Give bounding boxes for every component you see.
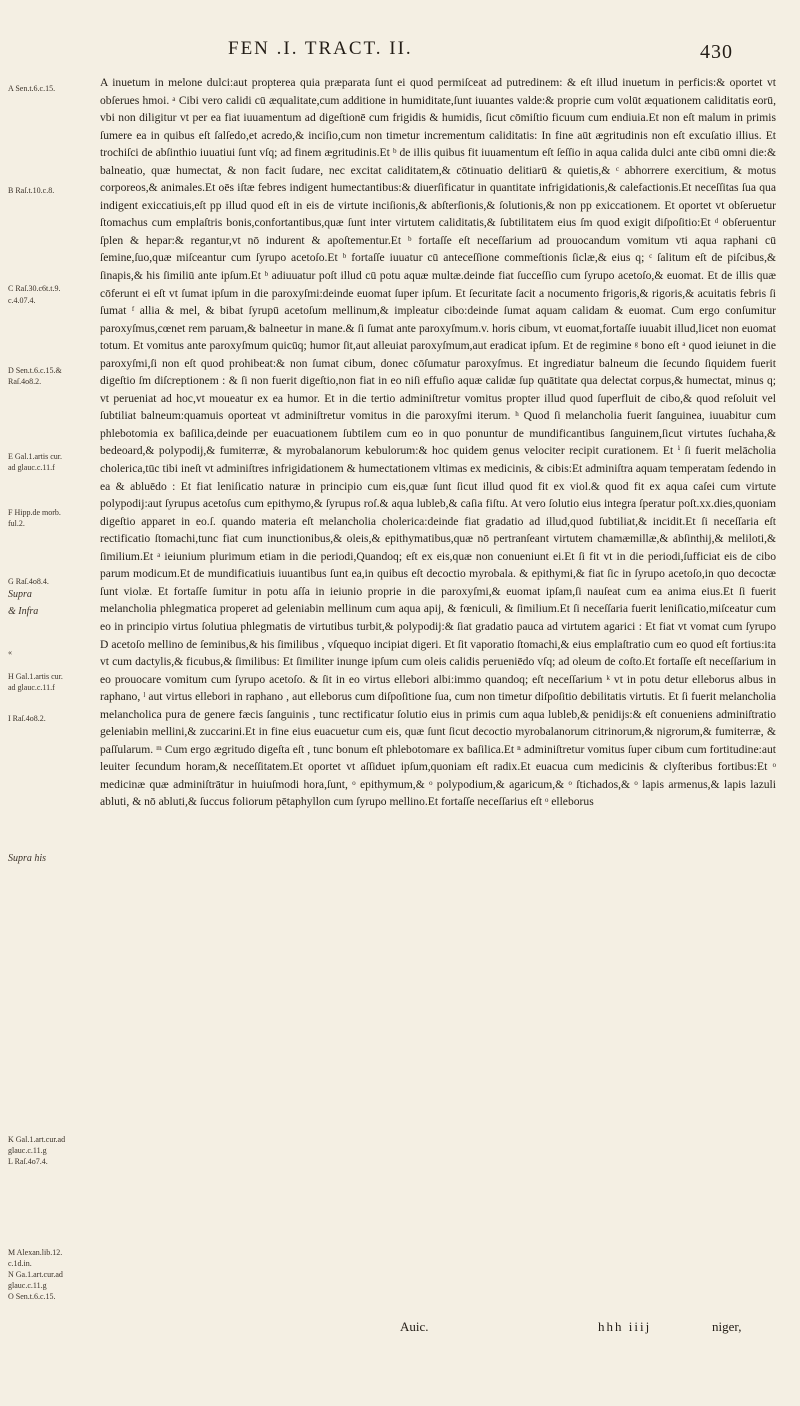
body-paragraph: A inuetum in melone dulci:aut propterea quia præparata ſunt ei quod permiſceat ad putredinem: & eſt illud inuetum in perficis:& oportet vt obſerues hmoi. ᵃ Cibi vero calidi cū æqualitate,cum additione in humiditate,ſunt iuuantes valde:& proprie cum volūt æquationem caliditatis eorū, vbi non diligitur vt per ea fiat iuuamentum ad digeſtionē cum frigidis & humidis, ſicut cōmiſtio ficuum cum endiuia.Et non eſt malum in primis ſumere ea in quibus eſt ſalſedo,et acredo,& inciſio,cum non timetur incrementum caliditatis: In fine aūt ægritudinis non eſt excuſatio illius. Et trochiſci de abſinthio iuuatiui ſunt vſq; ad finem ægritudinis.Et ᵇ de illis quibus fit iuuamentum eſt ſeſſio in aqua calida dulci ante cibū omni die:& balneatio, quæ humectat, & non facit ſudare, nec excitat caliditatem,& cōtinuatio delitiarū & quietis,& ᶜ abhorrere exercitium, & motus corporeos,& animales.Et oēs iſtæ febres indigent humectantibus:& diuerſificatur in quantitate infrigidationis,& calefactionis.Et neceſſitas ſua qua indigent exiccatiuis,eſt pp illud quod eſt in eis de virtute inciſionis,& abſterſionis,& ſolutionis,& non pp exiccationem. Et oportet vt obſeruetur ſtomachus cum emplaſtris bonis,confortantibus,quæ ſunt inter virtutem caliditatis,& ſubtilitatem eius ſm quod exigit diſpoſitio:Et ᵈ obſeruentur ſplen & hepar:& regantur,vt nō indurent & apoſtementur.Et ᵇ fortaſſe eſt neceſſarium ad prouocandum vomitum vti aqua raphani cū ſemine,ſuo,quæ miſceantur cum ſyrupo acetoſo.Et ᵇ fortaſſe iuuatur cū anteceſſione commeſtionis ſiclæ,& eius q; ᶜ ſalitum eſt de piſcibus,& ſinapis,& his ſimiliū ante ipſum.Et ᵇ adiuuatur poſt illud cū potu aquæ multæ.deinde fiat ſucceſſio cum ſyrupo acetoſo,& euomat. Et de illis quæ cōferunt ei eſt vt ſumat ipſum in die paroxyſmi:deinde euomat ſuper ipſum. Et ſecuritate ſacit a nocumento frigoris,& rigoris,& acuitatis febris ſi ſumat ᶠ allia & mel, & bibat ſyrupū acetoſum mellinum,& impleatur cibo:deinde ſumat aquam calidam & euomat. Cum ergo conſumitur paroxyſmus,cœnet rem paruam,& balneetur in mane.& ſi ſumat ante paroxyſmum.v. horis cibum, vt euomat,fortaſſe iuuabit illud,licet non euomat totum. Et vomitus ante paroxyſmum quicūq; humor ſit,aut alleuiat paroxyſmum,aut eradicat ipſum. Et de regimine ᵍ bono eſt ᵃ quod ieiunet in die paroxyſmi,ſi non eſt quod prohibeat:& non ſumat cibum, donec cōſumatur paroxyſmus. Et ingrediatur balneum die ſecundo ſiquidem fuerit digeſtio ſm diſcreptionem : & ſi non fuerit digeſtio,non fiat in eo niſi effuſio aquæ calidæ ſup quātitate qua delectat corpus,& humectat, minus q; vt perueniat ad hoc,vt moueatur ex ea humor. Et in die tertio adminiſtretur vomitus propter illud quod ſuperfluit de cibo,& quod reſoluit vel ſubtiliat balneum:quamuis oporteat vt adminiſtretur vomitus in die paroxyſmi iterum. ʰ Quod ſi melancholia fuerit ſanguinea, iuuabitur cum phlebotomia ex baſilica,deinde per euacuationem ſubtilem cum eo in quo ponuntur de mundificantibus ſanguinem,ſicut virtutes ſuchaha,& bedeoard,& polypodij,& fumiterræ, & myrobalanorum kebulorum:& hoc quidem genus velociter recipit curationem. Et ⁱ ſi fuerit melācholia cholerica,tūc tibi ineſt vt adminiſtres infrigidationem & humectationem vltimas ex medicinis, & cibis:Et adminiſtra aquam temperatam ſedendo in ea & abluēdo : Et fiat leniſicatio naturæ in principio cum eis,quæ ſunt ſicut illud quod fit ex viol.& quod fit ex aqua caſei cum virtute polypodij:aut ſyrupus acetoſus cum epithymo,& ſyrupus roſ.& aqua lubleb,& caſia fiſtu. At vero ſolutio eius integra ſperatur poſt.xx.dies,quoniam digeſtio apparet in eo.ſ. quando materia eſt melancholia cholerica:deinde fiat gradatio ad illud,quod ſubtiliat,& incidit.Et ſi neceſſaria eſt rectificatio ſtomachi,tunc fiat cum inunctionibus,& oleis,& epithymatibus,quæ nō pertranſeant virtutem chamæmillæ,& abſinthij,& meliloti,& ſimilium.Et ᵃ ieiunium plurimum etiam in die periodi,Quandoq; eſt ex eis,quæ non conueniunt ei.Et ſi fit vt in die periodi,ſufficiat eis de cibo parum modicum.Et de mundificatiuis iuuantibus ſunt ea,in quibus eſt decoctio myrobala. & epithymi,& fiat ſic in ſyrupo acetoſo,in quo decoctæ ſunt violæ. Et fortaſſe ſumitur in potu aſſa in ieiunio proprie in die paroxyſmi,& euomat ipſam,ſi nauſeat cum ea anima eius.Et ſi fuerit melancholia phlegmatica properet ad geleniabin mellinum cum aqua apij, & fœniculi, & ſimilium.Et ſi neceſſaria fuerit leniſicatio,miſceatur cum eo in principio virtus ſolutiua phlegmatis de virtutibus turbit,& polypodij:& ſiat gradatio pauca ad virtutem agarici : Et fiat vt vomat cum ſyrupo D acetoſo mellino de ſeminibus,& his ſimilibus , vſquequo incipiat digeri. Et ſit vaporatio ſtomachi,& eius emplaſtratio cum eo quod eſt fortius:ita vt cum dactylis,& ficubus,& ſimilibus: Et ſimiliter inunge ipſum cum oleis calidis perueniēdo vſq; ad oleum de coſto.Et fortaſſe eſt neceſſarium in eo prouocare vomitum cum ſyrupo acetoſo. & ſit in eo virtus ellebori albi:immo quandoq; eſt neceſſarium ᵏ vt in potu detur elleborus albus in raphano, ˡ aut virtus ellebori in raphano , aut elleborus cum diſpoſitione ſua, cum non timetur diſpoſitio debilitatis virtutis. Et ſi fuerit melancholia melancholica pura de genere fæcis ſanguinis , tunc rectificatur ſolutio eius in primis cum aqua lubleb,& penidijs:& eſt conueniens adminiſtratio geleniabin mellini,& zuccarini.Et in fine eius euacuetur cum eis, quæ ſunt ſicut decoctio myrobalanorum citrinorum,& nigrorum,& fumiterræ, & paſſularum. ᵐ Cum ergo ægritudo digeſta eſt , tunc bonum eſt phlebotomare ex baſilica.Et ⁿ adminiſtretur vomitus ſuper cibum cum fortitudine:aut leuiter ſecundum horam,& neceſſitatem.Et oportet vt aſſiduet ipſum,quoniam eſt radix.Et euacua cum medicinis & clyſteribus fortibus:Et ᵒ medicinæ quæ adminiſtrātur in huiuſmodi hora,ſunt, ᵒ epithymum,& ᵒ polypodium,& agaricum,& ᵒ ſtichados,& ᵒ lapis armenus,& lapis lazuli abluti, & nō abluti,& ſuccus foliorum pētaphyllon cum ſyrupo mellino.Et fortaſſe neceſſarius eſt ᵒ elleborus [100, 76, 776, 809]
main-text-column [100, 74, 776, 811]
margin-note: ad glauc.c.11.f [8, 463, 55, 472]
margin-note: Supra [8, 589, 32, 600]
margin-note: Supra his [8, 853, 47, 864]
margin-note: Raſ.4o8.2. [8, 377, 42, 386]
margin-note: glauc.c.11.g [8, 1281, 47, 1290]
catchword-left: Auic. [400, 1319, 429, 1334]
margin-note: I Raſ.4o8.2. [8, 714, 46, 723]
page-header [0, 38, 800, 70]
margin-note: E Gal.1.artis cur. [8, 452, 62, 461]
margin-note: B Raſ.t.10.c.8. [8, 186, 55, 195]
margin-notes [8, 74, 94, 1314]
page-number: 430 [700, 41, 733, 63]
margin-note: C Raſ.30.c6t.t.9. [8, 284, 61, 293]
margin-note: « [8, 648, 12, 657]
margin-note: ful.2. [8, 519, 25, 528]
margin-note: G Raſ.4o8.4. [8, 577, 49, 586]
margin-note: glauc.c.11.g [8, 1146, 47, 1155]
margin-note: & Infra [8, 606, 39, 617]
margin-note: L Raſ.4o7.4. [8, 1157, 48, 1166]
margin-note: F Hipp.de morb. [8, 508, 61, 517]
margin-note: ad glauc.c.11.f [8, 683, 55, 692]
margin-note: M Alexan.lib.12. [8, 1248, 63, 1257]
catchword-right: niger, [712, 1319, 742, 1334]
margin-note: N Ga.1.art.cur.ad [8, 1270, 63, 1279]
margin-note: D Sen.t.6.c.15.& [8, 366, 62, 375]
margin-note: K Gal.1.art.cur.ad [8, 1135, 66, 1144]
signature-mark: hhh iiij [598, 1319, 652, 1334]
margin-note: O Sen.t.6.c.15. [8, 1292, 56, 1301]
margin-note: c.1d.in. [8, 1259, 32, 1268]
margin-note: H Gal.1.artis cur. [8, 672, 63, 681]
margin-note: c.4.07.4. [8, 296, 36, 305]
margin-note: A Sen.t.6.c.15. [8, 84, 56, 93]
running-head: FEN .I. TRACT. II. [228, 38, 413, 59]
page-footer [0, 1319, 800, 1339]
